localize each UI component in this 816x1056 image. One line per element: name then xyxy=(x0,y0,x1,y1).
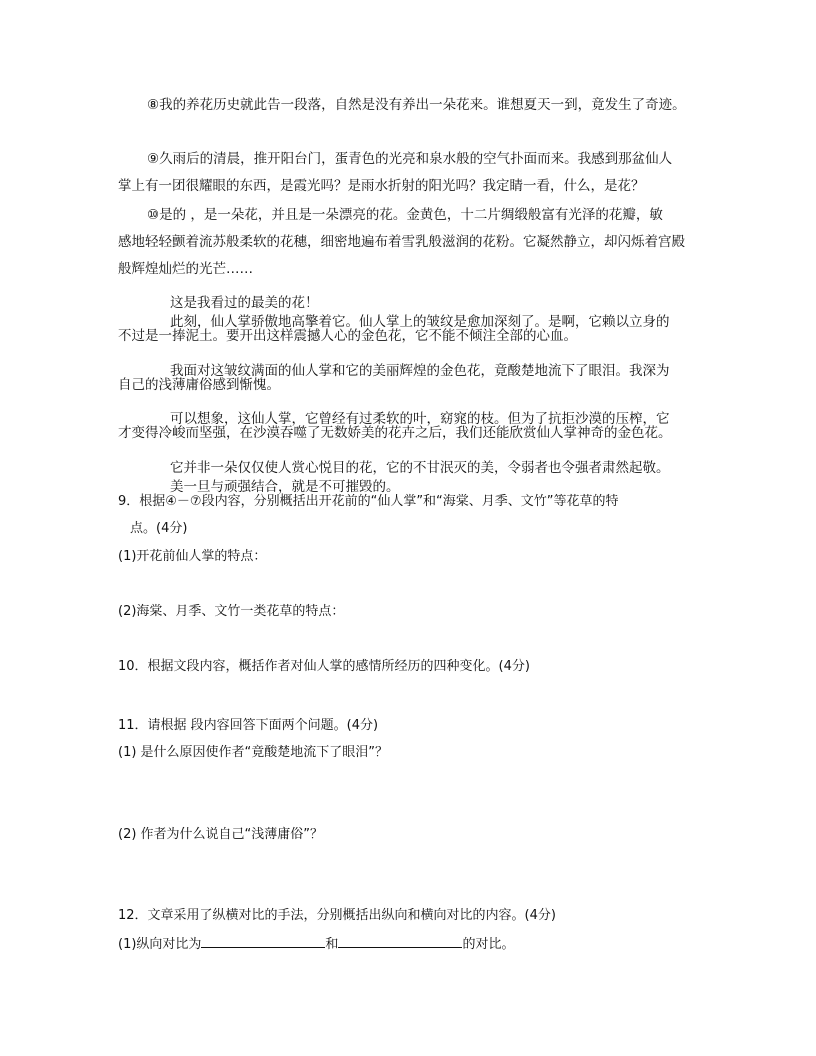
question-9-line-1: 9．根据④－⑦段内容，分别概括出开花前的“仙人掌”和“海棠、月季、文竹”等花草的特 xyxy=(118,494,619,509)
question-11-sub-2: (2) 作者为什么说自己“浅薄庸俗”？ xyxy=(118,827,324,842)
question-9-sub-1: (1)开花前仙人掌的特点： xyxy=(118,549,267,564)
question-11-sub-1: (1) 是什么原因使作者“竟酸楚地流下了眼泪”？ xyxy=(118,745,389,760)
paragraph-16: 美一旦与顽强结合，就是不可摧毁的。 xyxy=(170,479,400,495)
question-12-sub-1-prefix: (1)纵向对比为 xyxy=(118,937,202,952)
paragraph-9-line-1: ⑨久雨后的清晨，推开阳台门，蛋青色的光亮和泉水般的空气扑面而来。我感到那盆仙人 xyxy=(147,151,673,167)
question-9-line-2: 点。(4分) xyxy=(130,521,188,536)
question-12-sub-1 xyxy=(118,935,514,954)
question-12-line-1: 12．文章采用了纵横对比的手法，分别概括出纵向和横向对比的内容。(4分) xyxy=(118,908,556,923)
paragraph-14-line-2: 才变得冷峻而坚强，在沙漠吞噬了无数娇美的花卉之后，我们还能欣赏仙人掌神奇的金色花。 xyxy=(118,425,672,441)
paragraph-13-line-2: 自己的浅薄庸俗感到惭愧。 xyxy=(118,377,280,393)
question-9-sub-2: (2)海棠、月季、文竹一类花草的特点： xyxy=(118,604,345,619)
question-10: 10．根据文段内容，概括作者对仙人掌的感情所经历的四种变化。(4分) xyxy=(118,659,530,674)
paragraph-10-line-2: 感地轻轻颤着流苏般柔软的花穗，细密地遍布着雪乳般滋润的花粉。它凝然静立，却闪烁着宫殿 xyxy=(118,234,685,250)
paragraph-9-line-2: 掌上有一团很耀眼的东西，是霞光吗？是雨水折射的阳光吗？我定睛一看，什么，是花？ xyxy=(118,178,645,194)
paragraph-15: 它并非一朵仅仅使人赏心悦目的花，它的不甘泯灭的美，令弱者也令强者肃然起敬。 xyxy=(170,460,670,476)
paragraph-10-line-3: 般辉煌灿烂的光芒…… xyxy=(118,261,253,277)
answer-blank-1[interactable] xyxy=(201,935,325,948)
paragraph-13-line-1: 我面对这皱纹满面的仙人掌和它的美丽辉煌的金色花，竟酸楚地流下了眼泪。我深为 xyxy=(170,363,670,379)
question-12-sub-1-suffix: 的对比。 xyxy=(462,937,515,952)
paragraph-10-line-1: ⑩是的 ，是一朵花，并且是一朵漂亮的花。金黄色，十二片绸缎般富有光泽的花瓣，敏 xyxy=(147,207,663,223)
paragraph-8: ⑧我的养花历史就此告一段落，自然是没有养出一朵花来。谁想夏天一到，竟发生了奇迹。 xyxy=(147,97,686,113)
paragraph-12-line-2: 不过是一捧泥土。要开出这样震撼人心的金色花，它不能不倾注全部的心血。 xyxy=(118,328,577,344)
paragraph-14-line-1: 可以想象，这仙人掌，它曾经有过柔软的叶，窈窕的枝。但为了抗拒沙漠的压榨，它 xyxy=(170,411,670,427)
answer-blank-2[interactable] xyxy=(338,935,462,948)
question-11-line-1: 11．请根据 段内容回答下面两个问题。(4分) xyxy=(118,718,379,733)
paragraph-12-line-1: 此刻，仙人掌骄傲地高擎着它。仙人掌上的皱纹是愈加深刻了。是啊，它赖以立身的 xyxy=(170,314,670,330)
question-12-sub-1-mid: 和 xyxy=(325,937,339,952)
paragraph-11: 这是我看过的最美的花！ xyxy=(170,295,319,311)
